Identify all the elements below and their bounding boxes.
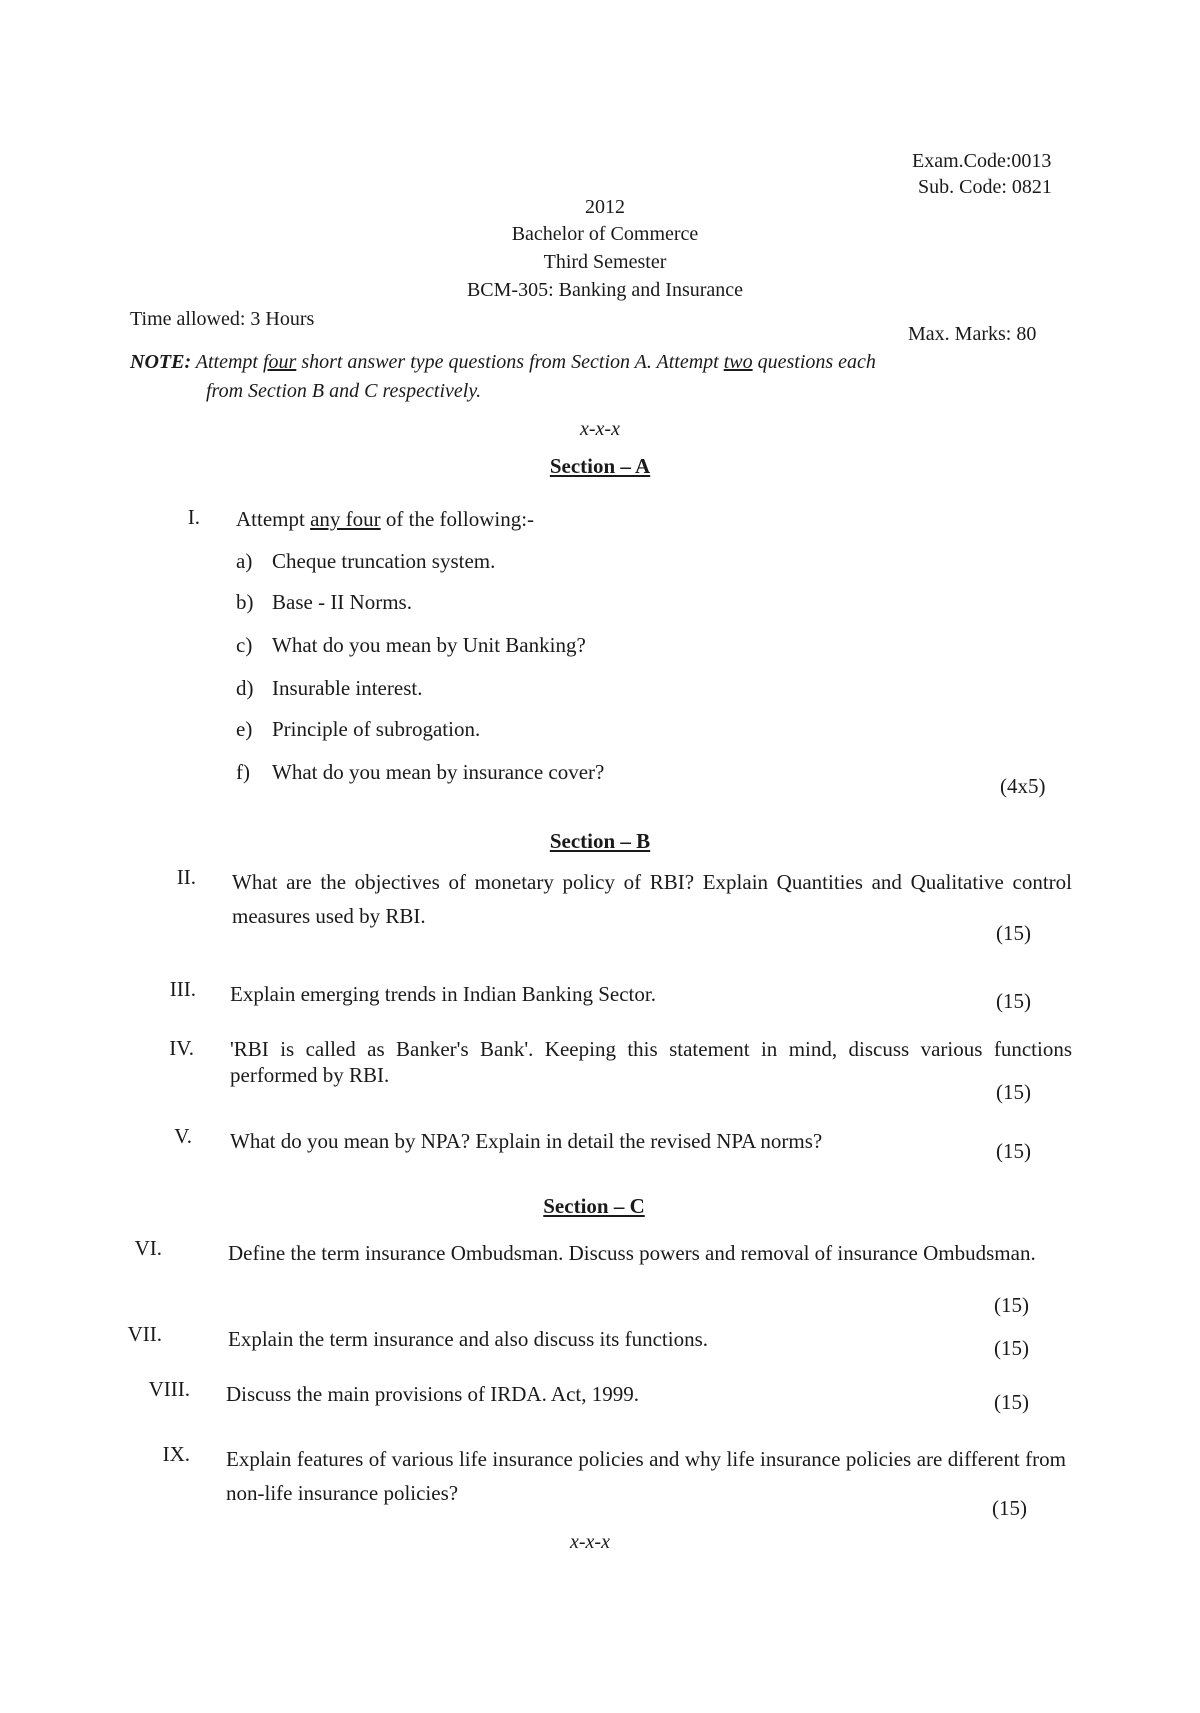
item-label: e)	[236, 717, 253, 741]
separator-top: x-x-x	[580, 418, 620, 440]
max-marks: Max. Marks: 80	[908, 323, 1037, 345]
question-number: VI.	[134, 1236, 162, 1260]
question-marks: (15)	[996, 921, 1031, 945]
question-text: Explain the term insurance and also discuss its functions.	[228, 1327, 708, 1351]
list-item	[236, 633, 586, 658]
section-a-intro	[236, 507, 534, 532]
note-text-2: short answer type questions from Section A. Attempt	[301, 351, 719, 373]
question-marks: (15)	[996, 989, 1031, 1013]
semester-title: Third Semester	[543, 251, 667, 273]
question-text: What do you mean by NPA? Explain in detail the revised NPA norms?	[230, 1129, 823, 1153]
note-text-1: Attempt	[195, 351, 258, 373]
item-label: b)	[236, 590, 254, 614]
intro-prefix: Attempt	[236, 507, 305, 531]
question-text: Define the term insurance Ombudsman. Discuss powers and removal of insurance Ombudsman.	[228, 1241, 1036, 1265]
note-line-2: from Section B and C respectively.	[206, 380, 482, 402]
list-item	[236, 549, 495, 574]
note-text-3: questions each	[757, 351, 876, 373]
note-four: four	[262, 351, 297, 373]
item-text: What do you mean by insurance cover?	[272, 760, 605, 784]
intro-suffix: of the following:-	[385, 507, 535, 531]
question-marks: (15)	[996, 1080, 1031, 1104]
question-marks: (15)	[992, 1496, 1027, 1520]
list-item	[236, 590, 412, 615]
list-item	[236, 676, 422, 701]
note-label: NOTE:	[130, 351, 192, 373]
question-text: 'RBI is called as Banker's Bank'. Keeping this statement in mind, discuss various functions performed by RBI.	[230, 1037, 1072, 1087]
list-item	[236, 760, 604, 785]
exam-year: 2012	[585, 196, 625, 218]
section-b-title: Section – B	[549, 829, 651, 853]
course-title: BCM-305: Banking and Insurance	[466, 279, 744, 301]
section-a-title: Section – A	[549, 454, 651, 478]
question-text: Explain emerging trends in Indian Banking Sector.	[230, 982, 656, 1006]
item-text: What do you mean by Unit Banking?	[272, 633, 586, 657]
question-marks: (15)	[994, 1293, 1029, 1317]
exam-code: Exam.Code:0013	[912, 150, 1052, 172]
question-marks: (15)	[994, 1390, 1029, 1414]
list-item	[236, 717, 480, 742]
item-label: d)	[236, 676, 254, 700]
question-number: IV.	[169, 1036, 194, 1060]
separator-bottom: x-x-x	[570, 1531, 610, 1553]
item-text: Insurable interest.	[272, 676, 423, 700]
section-c-title: Section – C	[543, 1194, 645, 1218]
question-text: Discuss the main provisions of IRDA. Act, 1999.	[226, 1382, 639, 1406]
intro-any-four: any four	[310, 507, 381, 531]
item-text: Principle of subrogation.	[272, 717, 481, 741]
item-label: f)	[236, 760, 250, 784]
question-number: VIII.	[148, 1377, 190, 1401]
item-text: Base - II Norms.	[272, 590, 412, 614]
question-marks: (15)	[996, 1139, 1031, 1163]
question-text: Explain features of various life insurance policies and why life insurance policies are different from non-life insurance policies?	[226, 1447, 1066, 1505]
item-text: Cheque truncation system.	[272, 549, 496, 573]
time-allowed: Time allowed: 3 Hours	[130, 308, 315, 330]
note-line-1	[130, 351, 1080, 374]
question-marks: (15)	[994, 1336, 1029, 1360]
item-label: a)	[236, 549, 253, 573]
sub-code: Sub. Code: 0821	[918, 176, 1052, 198]
question-number: I.	[187, 505, 200, 529]
question-number: V.	[174, 1124, 192, 1148]
question-number: IX.	[162, 1442, 190, 1466]
question-text: What are the objectives of monetary policy of RBI? Explain Quantities and Qualitative control measures used by RBI.	[232, 870, 1072, 928]
question-number: III.	[169, 977, 196, 1001]
note-two: two	[723, 351, 753, 373]
question-number: VII.	[127, 1322, 162, 1346]
question-number: II.	[176, 865, 196, 889]
section-a-marks: (4x5)	[1000, 774, 1046, 798]
degree-title: Bachelor of Commerce	[511, 223, 699, 245]
item-label: c)	[236, 633, 253, 657]
